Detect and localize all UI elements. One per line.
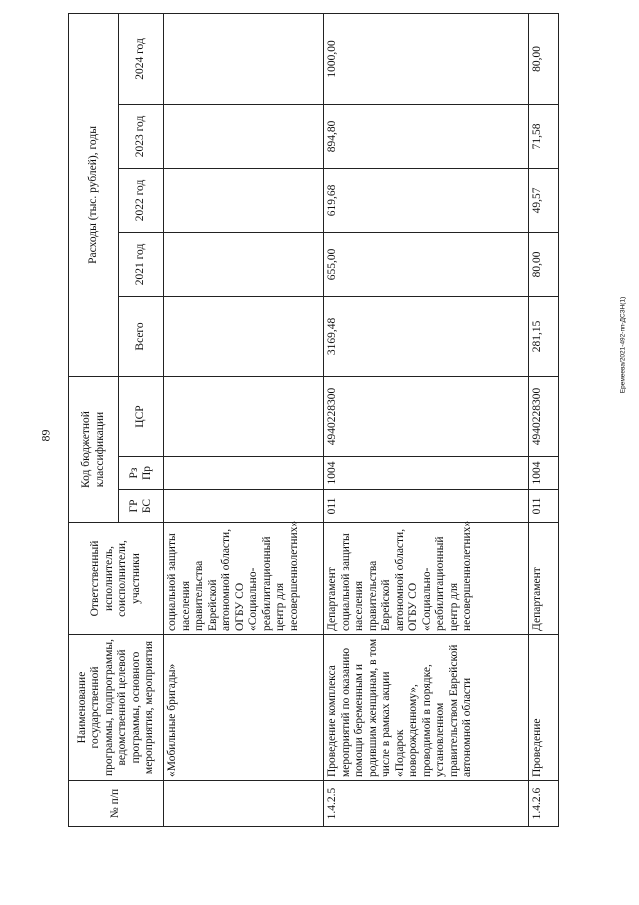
- row-2023: [164, 104, 324, 168]
- row-2022: [164, 168, 324, 232]
- header-executor: Ответственный исполнитель, соисполнители, участники: [69, 523, 164, 635]
- header-expenses: Расходы (тыс. рублей), годы: [69, 13, 119, 376]
- header-csr: ЦСР: [119, 376, 164, 456]
- row-2023: 71,58: [529, 104, 559, 168]
- row-total: 3169,48: [324, 296, 529, 376]
- row-num: 1.4.2.6: [529, 781, 559, 827]
- table-row: [529, 13, 559, 826]
- row-name: Проведение комплекса мероприятий по оказанию помощи беременным и родившим женщинам, в том числе в рамках акции «Подарок новорожденному», проводимой в порядке, установленном правительством Еврейской автономной области: [324, 635, 529, 781]
- header-name: Наименование государственной программы, подпрограммы, ведомственной целевой программы, основного мероприятия, мероприятия: [69, 635, 164, 781]
- budget-table: [68, 13, 559, 827]
- row-name: Проведение: [529, 635, 559, 781]
- row-2021: 80,00: [529, 232, 559, 296]
- row-num: [164, 781, 324, 827]
- row-executor: Департамент социальной защиты населения правительства Еврейской автономной области, ОГБУ СО «Социально-реабилитационный центр для несовершеннолетних»: [324, 523, 529, 635]
- table-row: [164, 13, 324, 826]
- row-total: [164, 296, 324, 376]
- document-footer-id-text: Еремеева/2021-492-пп-ДСЗН(1): [619, 296, 627, 394]
- row-2023: 894,80: [324, 104, 529, 168]
- row-2021: 655,00: [324, 232, 529, 296]
- row-2022: 619,68: [324, 168, 529, 232]
- row-executor: Департамент: [529, 523, 559, 635]
- row-2024: 1000,00: [324, 13, 529, 104]
- row-rzpr: 1004: [529, 457, 559, 490]
- row-grbs: 011: [324, 490, 529, 523]
- header-2024: 2024 год: [119, 13, 164, 104]
- page-number: 89: [38, 429, 53, 442]
- header-kbk: Код бюджетной классификации: [69, 376, 119, 522]
- row-rzpr: [164, 457, 324, 490]
- row-rzpr: 1004: [324, 457, 529, 490]
- header-2023: 2023 год: [119, 104, 164, 168]
- row-executor: социальной защиты населения правительства Еврейской автономной области, ОГБУ СО «Социально-реабилитационный центр для несовершеннолетних»: [164, 523, 324, 635]
- row-csr: 4940228300: [324, 376, 529, 456]
- header-rzpr: Рз Пр: [119, 457, 164, 490]
- row-2024: 80,00: [529, 13, 559, 104]
- header-row-1: [69, 13, 119, 826]
- row-2021: [164, 232, 324, 296]
- table-row: [324, 13, 529, 826]
- header-num: № п/п: [69, 781, 164, 827]
- row-total: 281,15: [529, 296, 559, 376]
- row-grbs: [164, 490, 324, 523]
- rotated-table-frame: [68, 14, 599, 827]
- header-total: Всего: [119, 296, 164, 376]
- row-num: 1.4.2.5: [324, 781, 529, 827]
- row-name: «Мобильные бригады»: [164, 635, 324, 781]
- header-grbs: ГР БС: [119, 490, 164, 523]
- row-csr: [164, 376, 324, 456]
- table-container: [68, 14, 599, 827]
- header-2022: 2022 год: [119, 168, 164, 232]
- row-2022: 49,57: [529, 168, 559, 232]
- document-footer-id: [615, 220, 631, 470]
- row-grbs: 011: [529, 490, 559, 523]
- header-2021: 2021 год: [119, 232, 164, 296]
- row-2024: [164, 13, 324, 104]
- row-csr: 4940228300: [529, 376, 559, 456]
